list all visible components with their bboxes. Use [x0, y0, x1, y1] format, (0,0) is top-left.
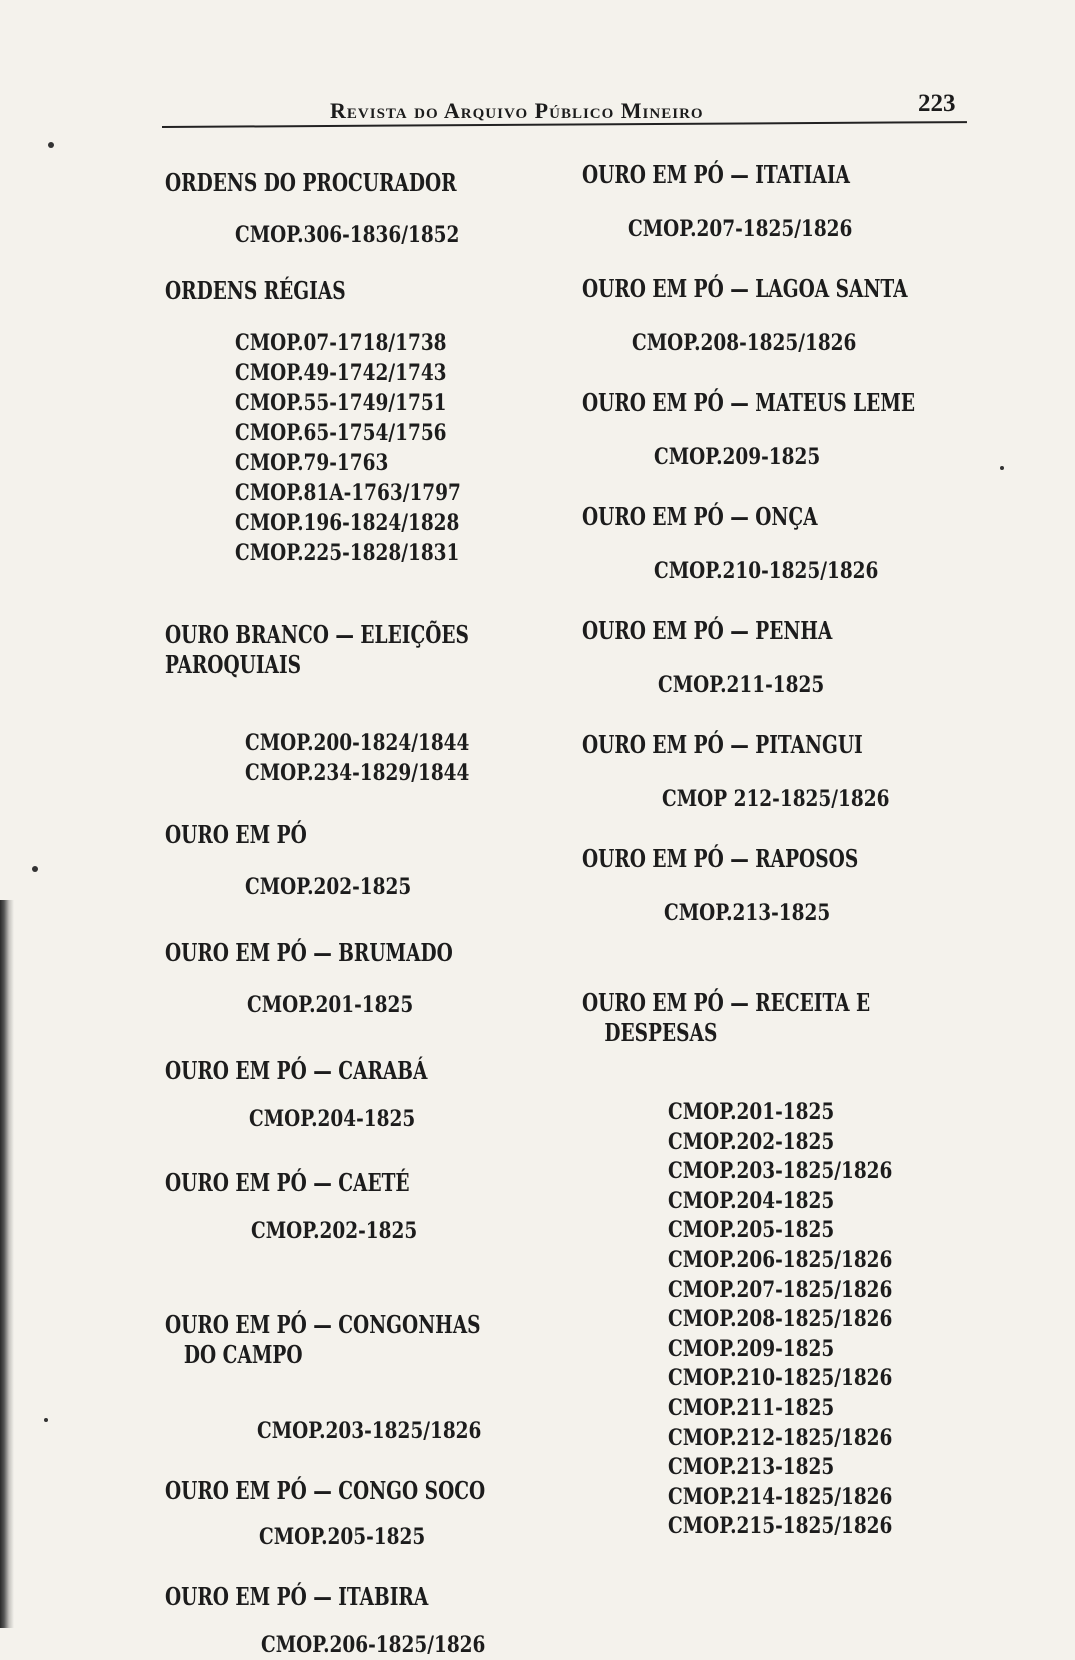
index-entry	[165, 168, 585, 250]
archive-code: CMOP.212-1825/1826	[668, 1424, 893, 1451]
entry-heading: OURO EM PÓ — CAETÉ	[165, 1168, 410, 1197]
index-entry	[165, 1280, 585, 1446]
archive-code: CMOP.210-1825/1826	[654, 558, 879, 584]
archive-code: CMOP.213-1825	[668, 1454, 835, 1481]
entry-heading: ORDENS RÉGIAS	[165, 276, 346, 305]
entry-heading: OURO EM PÓ — LAGOA SANTA	[582, 274, 908, 303]
archive-code: CMOP.81A-1763/1797	[235, 480, 461, 506]
entry-heading: OURO EM PÓ	[165, 820, 307, 849]
entry-heading: OURO EM PÓ — ITABIRA	[165, 1582, 429, 1611]
entry-heading: OURO EM PÓ — CONGO SOCO	[165, 1476, 486, 1505]
archive-code: CMOP.211-1825	[658, 672, 825, 698]
right-column	[582, 160, 982, 1542]
archive-code: CMOP.208-1825/1826	[632, 330, 857, 356]
code-list	[251, 1216, 532, 1246]
index-entry	[165, 1056, 585, 1134]
code-list	[235, 220, 529, 250]
entry-heading-line: OURO BRANCO — ELEIÇÕES	[165, 620, 469, 649]
archive-code: CMOP.214-1825/1826	[668, 1483, 893, 1510]
archive-code: CMOP.201-1825	[247, 992, 414, 1018]
entry-heading: OURO EM PÓ — PITANGUI	[582, 730, 863, 759]
archive-code: CMOP.202-1825	[668, 1128, 835, 1155]
index-entry	[165, 276, 585, 568]
index-entry	[165, 820, 585, 902]
entry-heading	[165, 590, 526, 710]
code-list	[259, 1522, 533, 1552]
entry-heading: OURO EM PÓ — ONÇA	[582, 502, 818, 531]
index-entry	[165, 1168, 585, 1246]
index-entry	[165, 1582, 585, 1660]
archive-code: CMOP.206-1825/1826	[668, 1246, 893, 1273]
archive-code: CMOP.203-1825/1826	[257, 1418, 482, 1444]
archive-code: CMOP.65-1754/1756	[235, 420, 447, 446]
archive-code: CMOP.225-1828/1831	[235, 540, 460, 566]
archive-code: CMOP.204-1825	[249, 1106, 416, 1132]
speck	[44, 1418, 48, 1422]
code-list	[654, 442, 930, 472]
page-number: 223	[918, 90, 956, 117]
code-list	[249, 1104, 531, 1134]
entry-heading-line: OURO EM PÓ — CONGONHAS	[165, 1310, 481, 1339]
code-list	[668, 1098, 932, 1542]
code-list	[235, 328, 529, 568]
code-list	[654, 556, 930, 586]
left-column	[165, 168, 585, 1660]
code-list	[632, 328, 926, 358]
index-entry	[582, 958, 982, 1542]
code-list	[662, 784, 931, 814]
entry-heading: OURO EM PÓ — ITATIAIA	[582, 160, 850, 189]
index-entry	[582, 388, 982, 472]
entry-heading-continuation: DO CAMPO	[183, 1340, 303, 1369]
entry-heading: OURO EM PÓ — CARABÁ	[165, 1056, 428, 1085]
index-entry	[582, 274, 982, 358]
entry-heading-continuation: DESPESAS	[604, 1018, 718, 1047]
archive-code: CMOP.79-1763	[235, 450, 389, 476]
entry-heading: OURO EM PÓ — BRUMADO	[165, 938, 453, 967]
archive-code: CMOP.207-1825/1826	[628, 216, 853, 242]
archive-code: CMOP.196-1824/1828	[235, 510, 460, 536]
index-entry	[582, 616, 982, 700]
index-entry	[165, 938, 585, 1020]
code-list	[257, 1416, 533, 1446]
archive-code: CMOP.208-1825/1826	[668, 1306, 893, 1333]
archive-code: CMOP.200-1824/1844	[245, 730, 470, 756]
archive-code: CMOP.209-1825	[668, 1335, 835, 1362]
running-header-title: Revista do Arquivo Público Mineiro	[330, 98, 704, 123]
archive-code: CMOP.234-1829/1844	[245, 760, 470, 786]
index-entry	[582, 844, 982, 928]
code-list	[247, 990, 531, 1020]
code-list	[245, 872, 531, 902]
entry-heading: OURO EM PÓ — MATEUS LEME	[582, 388, 916, 417]
index-entry	[582, 502, 982, 586]
speck	[32, 866, 38, 872]
index-entry	[582, 730, 982, 814]
entry-heading-continuation: PAROQUIAIS	[165, 650, 302, 679]
entry-heading: ORDENS DO PROCURADOR	[165, 168, 457, 197]
code-list	[628, 214, 925, 244]
archive-code: CMOP.202-1825	[245, 874, 412, 900]
archive-code: CMOP.210-1825/1826	[668, 1365, 893, 1392]
entry-heading	[165, 1280, 526, 1400]
code-list	[245, 728, 531, 788]
speck	[48, 142, 54, 148]
code-list	[261, 1630, 533, 1660]
archive-code: CMOP.204-1825	[668, 1187, 835, 1214]
speck	[1000, 466, 1004, 470]
archive-code: CMOP.306-1836/1852	[235, 222, 460, 248]
entry-heading	[582, 958, 926, 1078]
archive-code: CMOP.215-1825/1826	[668, 1513, 893, 1540]
archive-code: CMOP.209-1825	[654, 444, 821, 470]
archive-code: CMOP.207-1825/1826	[668, 1276, 893, 1303]
code-list	[658, 670, 930, 700]
archive-code: CMOP.07-1718/1738	[235, 330, 447, 356]
entry-heading: OURO EM PÓ — PENHA	[582, 616, 833, 645]
entry-heading: OURO EM PÓ — RAPOSOS	[582, 844, 859, 873]
archive-code: CMOP.203-1825/1826	[668, 1158, 893, 1185]
archive-code: CMOP.213-1825	[664, 900, 831, 926]
archive-code: CMOP.206-1825/1826	[261, 1632, 486, 1658]
archive-code: CMOP.55-1749/1751	[235, 390, 447, 416]
archive-code: CMOP.211-1825	[668, 1394, 835, 1421]
index-entry	[582, 160, 982, 244]
archive-code: CMOP.49-1742/1743	[235, 360, 447, 386]
archive-code: CMOP.205-1825	[259, 1524, 426, 1550]
code-list	[664, 898, 931, 928]
entry-heading-line: OURO EM PÓ — RECEITA E	[582, 988, 871, 1017]
archive-code: CMOP.202-1825	[251, 1218, 418, 1244]
index-entry	[165, 1476, 585, 1552]
archive-code: CMOP.205-1825	[668, 1217, 835, 1244]
archive-code: CMOP.201-1825	[668, 1099, 835, 1125]
index-entry	[165, 590, 585, 788]
archive-code: CMOP 212-1825/1826	[662, 786, 890, 812]
page-binding-shadow	[0, 900, 14, 1628]
